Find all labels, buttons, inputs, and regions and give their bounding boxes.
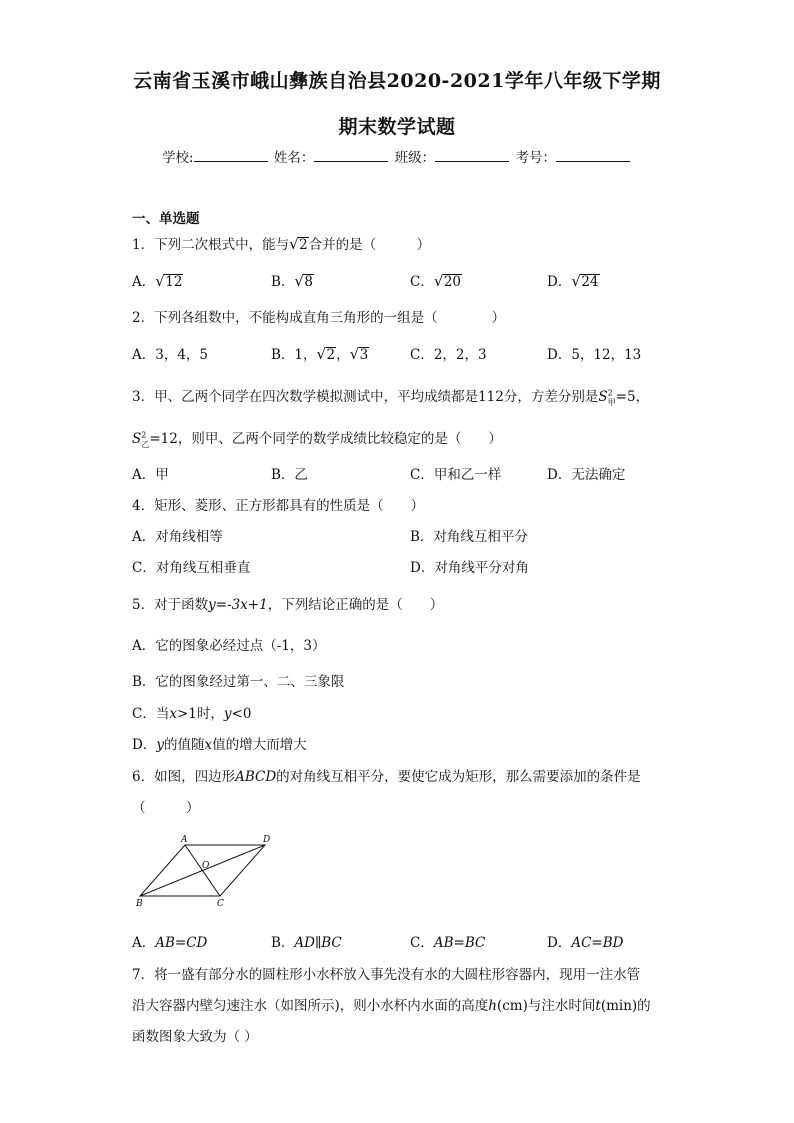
q4-option-d[interactable]: D．对角线平分对角 [410, 560, 529, 576]
sqrt-icon [571, 274, 599, 290]
q3-text: 3．甲、乙两个同学在四次数学模拟测试中，平均成绩都是112分，方差分别是 [132, 389, 599, 405]
q5-option-c[interactable] [132, 702, 251, 722]
sqrt-2 [289, 237, 309, 253]
radicand: 8 [304, 274, 314, 290]
radicand: 12 [165, 274, 183, 290]
class-label: 班级： [394, 150, 436, 166]
q3-option-c[interactable]: C．甲和乙一样 [410, 467, 502, 483]
variance-symbol: S [598, 389, 608, 405]
sqrt-icon [317, 347, 337, 363]
school-blank[interactable] [194, 149, 268, 162]
school-label: 学校: [162, 150, 194, 166]
q5-d-text: 值的增大而增大 [212, 737, 307, 753]
q6-option-a[interactable] [132, 931, 207, 951]
option-label: B． [271, 274, 295, 290]
q1-option-b[interactable] [271, 270, 314, 290]
q1-radicand: 2 [299, 237, 308, 253]
var-y: y [223, 706, 232, 722]
name-label: 姓名： [273, 150, 315, 166]
option-math: AD∥BC [294, 935, 342, 951]
separator: ， [336, 347, 350, 363]
q5-option-d[interactable] [132, 733, 307, 753]
var-y: y [156, 737, 164, 753]
section-heading: 一、单选题 [132, 211, 200, 227]
variance-subscript: 甲 [607, 397, 616, 407]
point-label-b: B [136, 899, 143, 909]
q2-option-b[interactable] [271, 343, 369, 363]
q5-text-b: ，下列结论正确的是（ ） [267, 597, 444, 613]
exam-number-blank[interactable] [556, 149, 630, 162]
student-info-line [162, 146, 632, 166]
q2-option-a[interactable]: A．3，4，5 [132, 347, 209, 363]
option-math: AB=BC [433, 935, 486, 951]
point-label-o: O [202, 861, 210, 871]
q4-option-c[interactable]: C．对角线互相垂直 [132, 560, 251, 576]
q4-option-a[interactable]: A．对角线相等 [132, 529, 223, 545]
q3-eq-yi: =12 [149, 431, 178, 447]
question-4-stem: 4．矩形、菱形、正方形都具有的性质是（ ） [132, 498, 425, 514]
parallelogram-figure [130, 832, 280, 912]
question-3-line2: $S^2_乙=12$，则甲、乙两个同学的数学成绩比较稳定的是（ ） [132, 430, 502, 449]
q6-option-b[interactable] [271, 931, 342, 951]
q5-c-text: C．当 [132, 706, 170, 722]
q3-text-2: ，则甲、乙两个同学的数学成绩比较稳定的是（ ） [177, 431, 502, 447]
exam-number-label: 考号： [515, 150, 556, 166]
q6-text-b: 的对角线互相平分，要使它成为矩形，那么需要添加的条件是 [276, 769, 641, 785]
var-h: h [488, 998, 497, 1014]
option-label: A． [132, 935, 156, 951]
question-2-stem: 2．下列各组数中，不能构成直角三角形的一组是（ ） [132, 310, 506, 326]
question-1-stem [132, 233, 430, 253]
q1-option-a[interactable] [132, 270, 183, 290]
sqrt-icon [294, 274, 314, 290]
q5-text-a: 5．对于函数 [132, 597, 209, 613]
q1-option-c[interactable] [410, 270, 462, 290]
q5-d-text: D． [132, 737, 157, 753]
q3-option-d[interactable]: D．无法确定 [547, 467, 626, 483]
variance-symbol: S [132, 431, 142, 447]
question-3-line1: 3．甲、乙两个同学在四次数学模拟测试中，平均成绩都是112分，方差分别是$S^2_甲=5$， [132, 388, 650, 407]
option-math: AC=BD [571, 935, 624, 951]
radicand: 2 [326, 347, 336, 363]
option-math: AB=CD [155, 935, 208, 951]
quad-name: ABCD [235, 769, 277, 785]
q6-option-c[interactable] [410, 931, 485, 951]
q1-option-d[interactable] [547, 270, 600, 290]
option-label: C． [410, 274, 434, 290]
q5-option-a[interactable]: A．它的图象必经过点（-1，3） [132, 638, 326, 654]
q5-d-text: 的值随 [163, 737, 205, 753]
option-label: C． [410, 935, 434, 951]
radicand: 3 [359, 347, 369, 363]
q5-c-text: <0 [231, 706, 252, 722]
name-blank[interactable] [314, 149, 388, 162]
q7-text-a: 沿大容器内壁匀速注水（如图所示)，则小水杯内水面的高度 [132, 998, 489, 1014]
exam-title-line1: 云南省玉溪市峨山彝族自治县2020-2021学年八年级下学期 [133, 70, 661, 92]
option-label: A． [132, 274, 156, 290]
q3-eq-jia: =5， [615, 389, 650, 405]
sqrt-icon [350, 347, 370, 363]
question-7-line2 [132, 994, 651, 1014]
sqrt-icon [155, 274, 183, 290]
q1-text-b: 合并的是（ ） [308, 237, 431, 253]
question-7-line1: 7．将一盛有部分水的圆柱形小水杯放入事先没有水的大圆柱形容器内，现用一注水管 [132, 967, 641, 983]
q5-option-b[interactable]: B．它的图象经过第一、二、三象限 [132, 674, 345, 690]
q1-text-a: 1．下列二次根式中，能与 [132, 237, 290, 253]
q2-option-d[interactable]: D．5，12，13 [547, 347, 642, 363]
var-t: t [595, 998, 601, 1014]
function-expression: y=-3x+1 [208, 597, 268, 613]
var-x: x [169, 706, 177, 722]
q5-c-text: >1时， [176, 706, 224, 722]
exam-title-line2: 期末数学试题 [338, 116, 456, 138]
sqrt-icon [434, 274, 462, 290]
q3-option-b[interactable]: B．乙 [271, 467, 308, 483]
question-6-line1 [132, 765, 641, 785]
q2-b-text: B．1， [271, 347, 317, 363]
q7-text-c: (min)的 [600, 998, 651, 1014]
variance-subscript: 乙 [141, 439, 150, 449]
q2-option-c[interactable]: C．2，2，3 [410, 347, 487, 363]
option-label: D． [547, 274, 572, 290]
option-label: B． [271, 935, 295, 951]
q6-option-d[interactable] [547, 931, 623, 951]
point-label-a: A [181, 835, 188, 845]
radicand: 20 [443, 274, 462, 290]
question-7-line3: 函数图象大致为（ ） [132, 1029, 258, 1045]
question-6-line2: （ ） [132, 800, 200, 816]
q4-option-b[interactable]: B．对角线互相平分 [410, 529, 528, 545]
point-label-c: C [217, 899, 224, 909]
radicand: 24 [581, 274, 599, 290]
option-label: D． [547, 935, 572, 951]
question-5-stem [132, 593, 443, 613]
point-label-d: D [263, 835, 271, 845]
q6-text-a: 6．如图，四边形 [132, 769, 236, 785]
q7-text-b: (cm)与注水时间 [496, 998, 596, 1014]
q3-option-a[interactable]: A．甲 [132, 467, 169, 483]
class-blank[interactable] [435, 149, 509, 162]
var-x: x [204, 737, 213, 753]
